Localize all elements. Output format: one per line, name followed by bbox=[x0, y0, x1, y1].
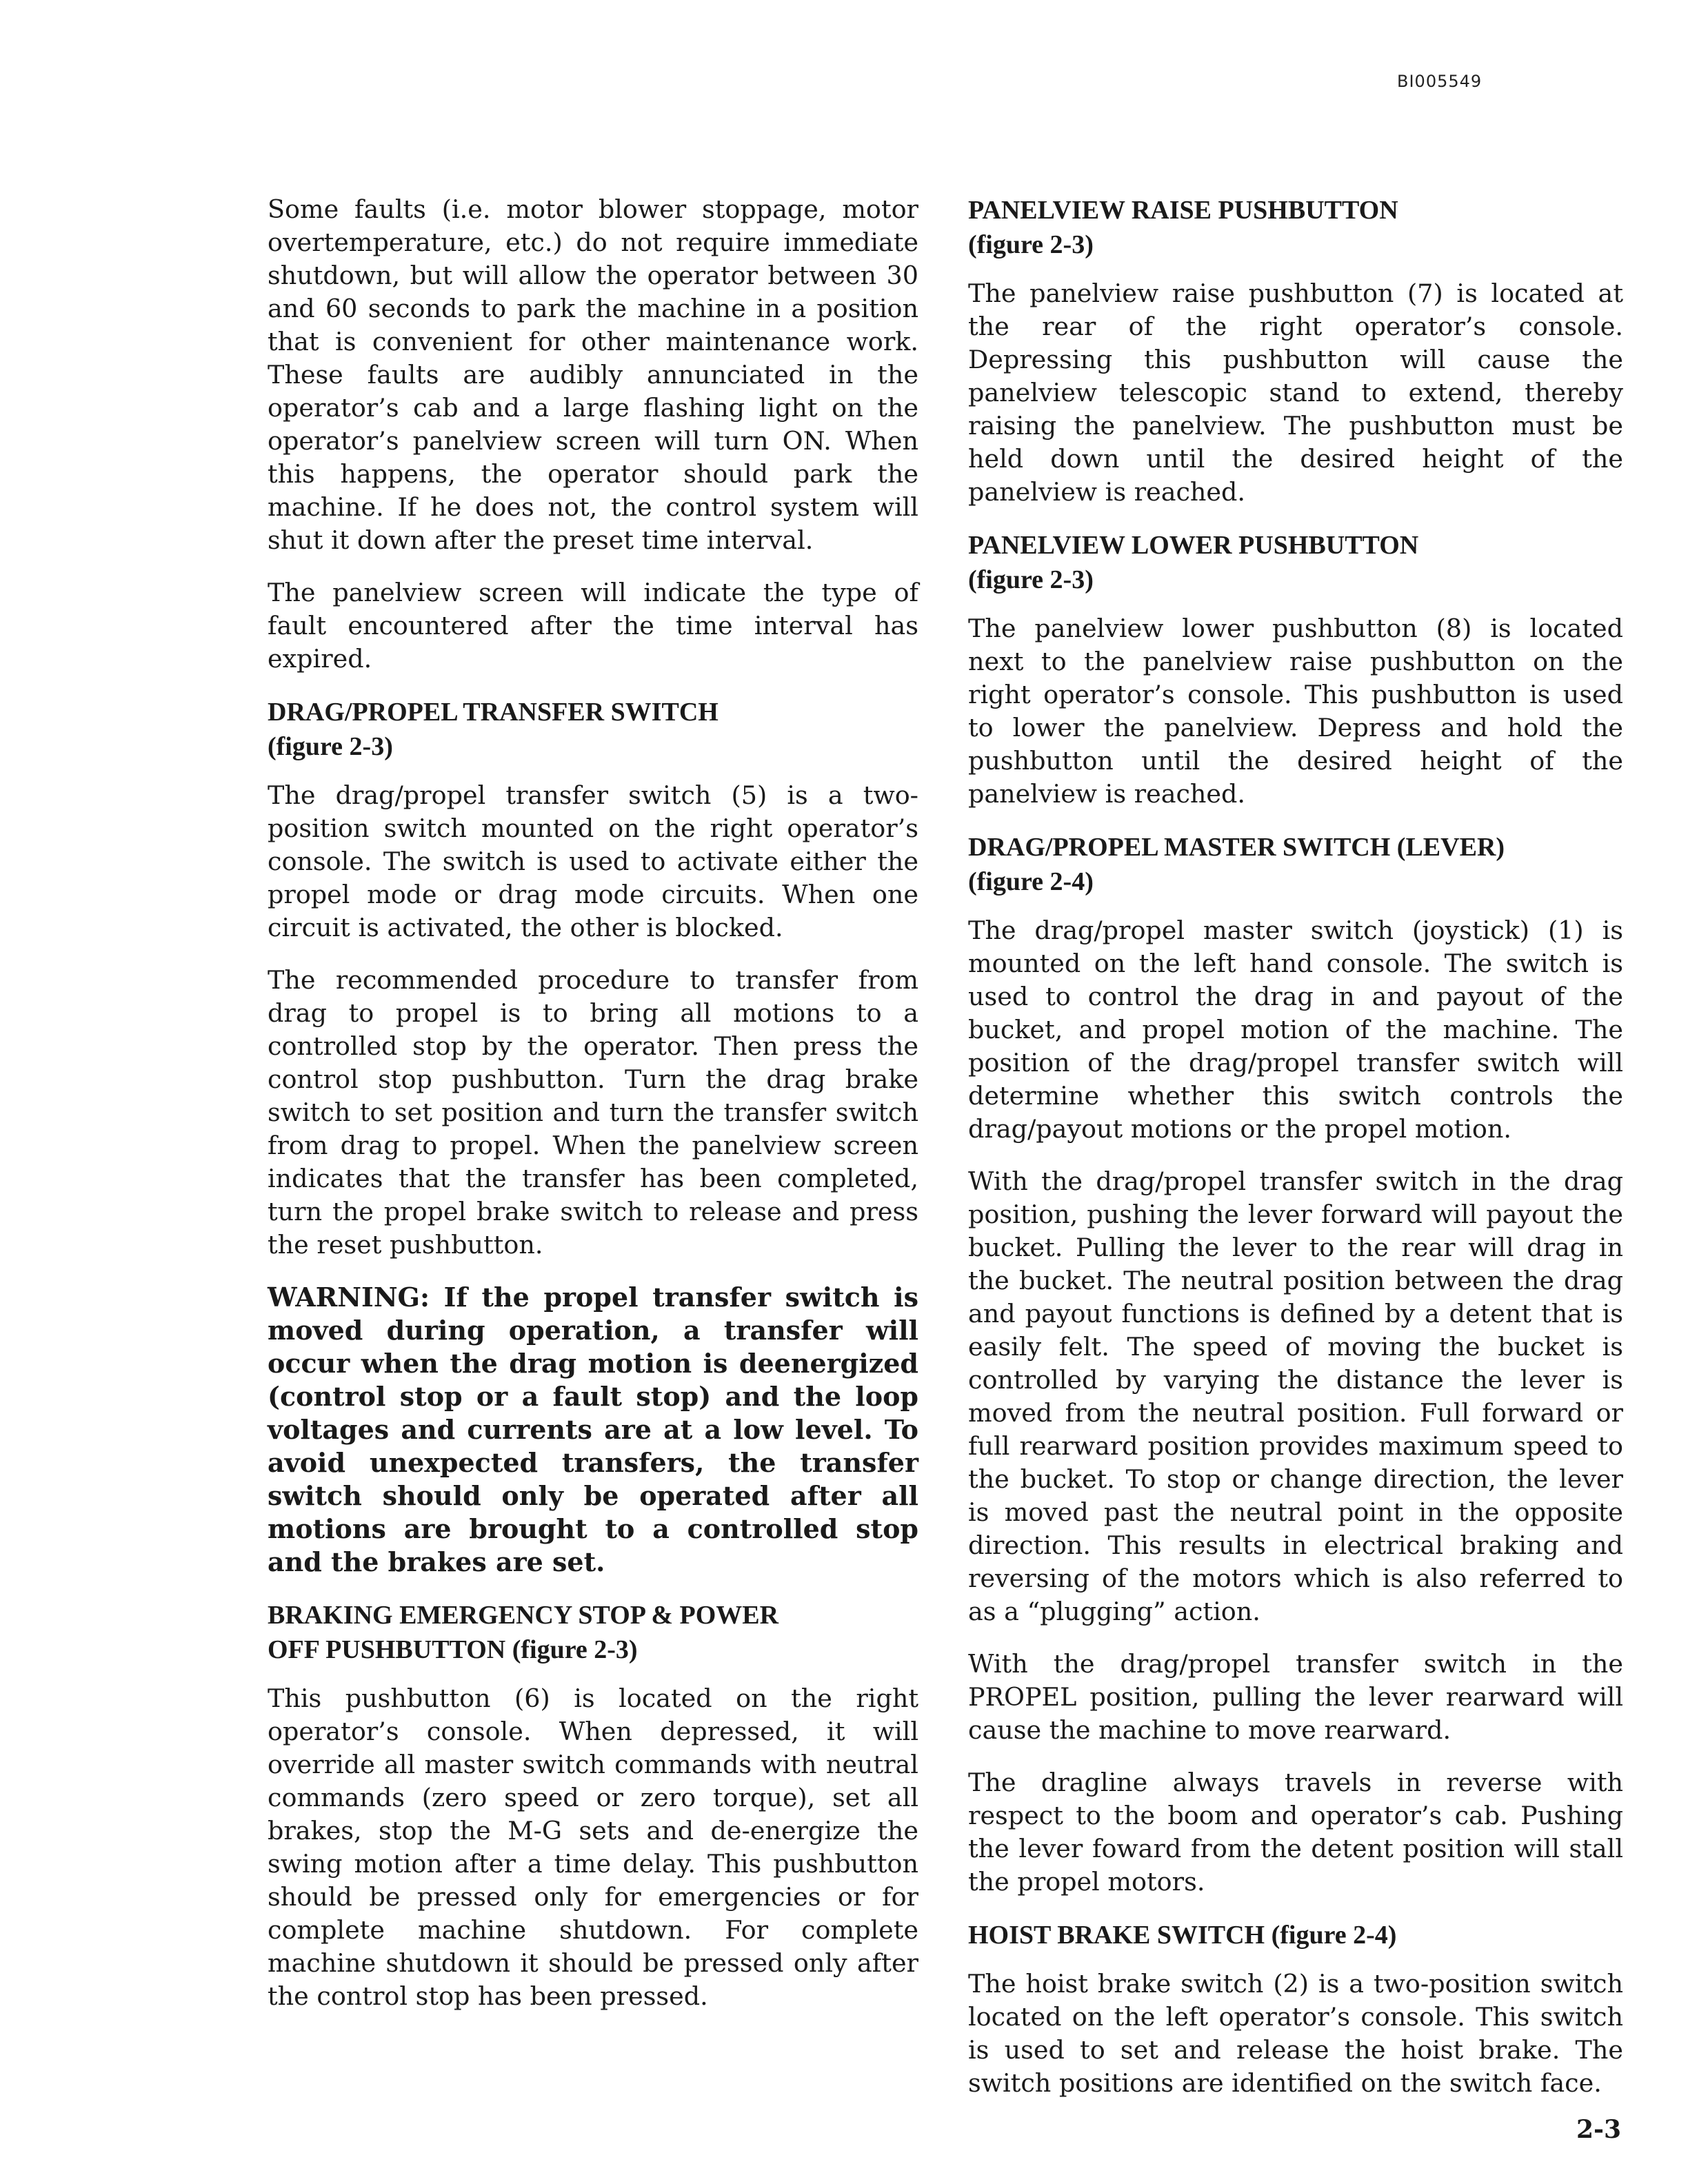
heading-text: BRAKING EMERGENCY STOP & POWER bbox=[268, 1601, 779, 1630]
heading-figure-ref: (figure 2-4) bbox=[968, 867, 1094, 896]
right-column bbox=[968, 193, 1623, 2119]
heading-drag-propel-master-switch bbox=[968, 830, 1623, 899]
paragraph-dragline-reverse: The dragline always travels in reverse with respect to the boom and operator’s cab. Pushing the lever foward from the detent position will stall the propel motors. bbox=[968, 1768, 1623, 1897]
paragraph-master-switch: The drag/propel master switch (joystick) (1) is mounted on the left hand console. The switch is used to control the drag in and payout of the bucket, and propel motion of the machine. The position of the drag/propel transfer switch will determine whether this switch controls the drag/payout motions or the propel motion. bbox=[968, 916, 1623, 1144]
heading-panelview-lower bbox=[968, 528, 1623, 597]
heading-text: PANELVIEW LOWER PUSHBUTTON bbox=[968, 531, 1419, 560]
paragraph-transfer-switch: The drag/propel transfer switch (5) is a two-position switch mounted on the right operator’s console. The switch is used to activate either the propel mode or drag mode circuits. When one circuit is activated, the other is blocked. bbox=[268, 780, 918, 942]
paragraph-emergency-stop: This pushbutton (6) is located on the right operator’s console. When depressed, it will override all master switch commands with neutral commands (zero speed or zero torque), set all brakes, stop the M-G sets and de-energize the swing motion after a time delay. This pushbutton should be pressed only for emergencies or for complete machine shutdown. For complete machine shutdown it should be pressed only after the control stop has been pressed. bbox=[268, 1684, 918, 2011]
heading-text: DRAG/PROPEL TRANSFER SWITCH bbox=[268, 698, 719, 727]
heading-drag-propel-transfer-switch bbox=[268, 695, 918, 764]
left-column bbox=[268, 193, 918, 2032]
heading-text: DRAG/PROPEL MASTER SWITCH (LEVER) bbox=[968, 833, 1505, 862]
heading-braking-emergency-stop bbox=[268, 1598, 918, 1667]
warning-paragraph: WARNING: If the propel transfer switch is moved during operation, a transfer will occur when the drag motion is deenergized (control stop or a fault stop) and the loop voltages and currents are at a low level. To avoid unexpected transfers, the transfer switch should only be operated after all motions are brought to a controlled stop and the brakes are set. bbox=[268, 1282, 918, 1577]
paragraph-hoist-brake: The hoist brake switch (2) is a two-position switch located on the left operator’s console. This switch is used to set and release the hoist brake. The switch positions are identified on the switch face. bbox=[968, 1969, 1623, 2098]
heading-figure-ref: (figure 2-3) bbox=[968, 230, 1094, 259]
heading-panelview-raise bbox=[968, 193, 1623, 262]
heading-text-2: OFF PUSHBUTTON (figure 2-3) bbox=[268, 1635, 638, 1664]
heading-text: PANELVIEW RAISE PUSHBUTTON bbox=[968, 196, 1398, 225]
paragraph-fault-type: The panelview screen will indicate the type of fault encountered after the time interval has expired. bbox=[268, 578, 918, 674]
document-id: BI005549 bbox=[1397, 72, 1483, 91]
paragraph-faults: Some faults (i.e. motor blower stoppage, motor overtemperature, etc.) do not require immediate shutdown, but will allow the operator between 30 and 60 seconds to park the machine in a position that is convenient for other maintenance work. These faults are audibly annunciated in the operator’s cab and a large flashing light on the operator’s panelview screen will turn ON. When this happens, the operator should park the machine. If he does not, the control system will shut it down after the preset time interval. bbox=[268, 194, 918, 555]
paragraph-propel-position: With the drag/propel transfer switch in the PROPEL position, pulling the lever rearward will cause the machine to move rearward. bbox=[968, 1649, 1623, 1745]
paragraph-panelview-raise: The panelview raise pushbutton (7) is located at the rear of the right operator’s console. Depressing this pushbutton will cause the panelview telescopic stand to extend, thereby raising the panelview. The pushbutton must be held down until the desired height of the panelview is reached. bbox=[968, 279, 1623, 507]
heading-figure-ref: (figure 2-3) bbox=[968, 565, 1094, 594]
paragraph-drag-position: With the drag/propel transfer switch in the drag position, pushing the lever forward will payout the bucket. Pulling the lever to the rear will drag in the bucket. The neutral position between the drag and payout functions is defined by a detent that is easily felt. The speed of moving the bucket is controlled by varying the distance the lever is moved from the neutral position. Full forward or full rearward position provides maximum speed to the bucket. To stop or change direction, the lever is moved past the neutral point in the opposite direction. This results in electrical braking and reversing of the motors which is also referred to as a “plugging” action. bbox=[968, 1166, 1623, 1626]
heading-figure-ref: (figure 2-3) bbox=[268, 732, 393, 761]
paragraph-panelview-lower: The panelview lower pushbutton (8) is located next to the panelview raise pushbutton on the right operator’s console. This pushbutton is used to lower the panelview. Depress and hold the pushbutton until the desired height of the panelview is reached. bbox=[968, 614, 1623, 809]
page-number: 2-3 bbox=[1576, 2115, 1622, 2144]
paragraph-transfer-procedure: The recommended procedure to transfer from drag to propel is to bring all motions to a controlled stop by the operator. Then press the control stop pushbutton. Turn the drag brake switch to set position and turn the transfer switch from drag to propel. When the panelview screen indicates that the transfer has been completed, turn the propel brake switch to release and press the reset pushbutton. bbox=[268, 965, 918, 1260]
heading-hoist-brake-switch: HOIST BRAKE SWITCH (figure 2-4) bbox=[968, 1921, 1397, 1950]
